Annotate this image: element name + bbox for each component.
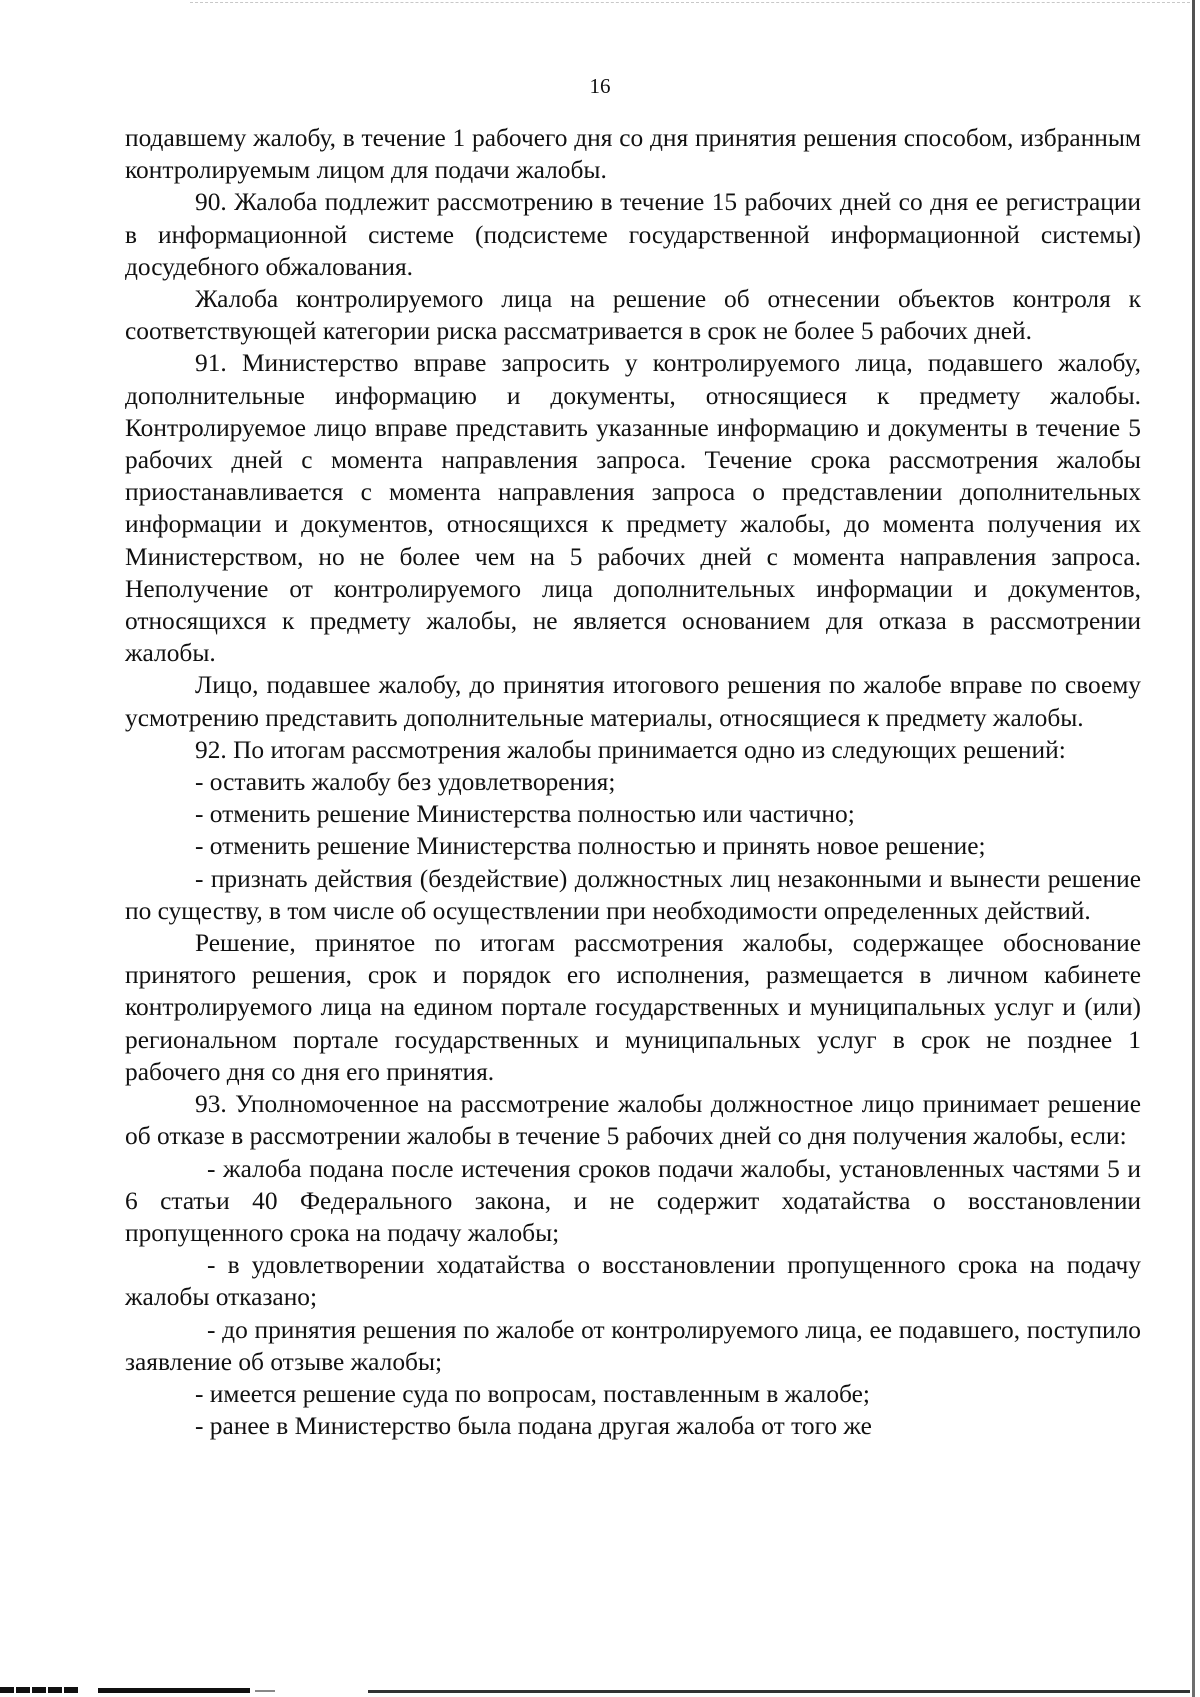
page-number: 16 — [589, 74, 611, 98]
paragraph: 90. Жалоба подлежит рассмотрению в течение 15 рабочих дней со дня ее регистрации в информационной системе (подсистеме государственной информационной системы) досудебного обжалования. — [125, 188, 1141, 281]
paragraph: Решение, принятое по итогам рассмотрения жалобы, содержащее обоснование принятого решения, срок и порядок его исполнения, размещается в личном кабинете контролируемого лица на едином портале государственных и муниципальных услуг и (или) региональном портале государственных и муниципальных услуг в срок не позднее 1 рабочего дня со дня его принятия. — [125, 929, 1141, 1086]
paragraph: подавшему жалобу, в течение 1 рабочего дня со дня принятия решения способом, избранным контролируемым лицом для подачи жалобы. — [125, 124, 1141, 185]
list-item: - признать действия (бездействие) должностных лиц незаконными и вынести решение по существу, в том числе об осуществлении при необходимости определенных действий. — [125, 864, 1141, 925]
scan-edge-bottom — [368, 1690, 1190, 1693]
paragraph: Лицо, подавшее жалобу, до принятия итогового решения по жалобе вправе по своему усмотрению представить дополнительные материалы, относящиеся к предмету жалобы. — [125, 671, 1141, 732]
document-body — [125, 122, 1141, 1442]
list-item: - отменить решение Министерства полностью и принять новое решение; — [195, 832, 986, 861]
scan-mark — [0, 1687, 78, 1693]
scan-mark — [255, 1690, 275, 1692]
list-item: - имеется решение суда по вопросам, поставленным в жалобе; — [195, 1379, 870, 1408]
paragraph: 92. По итогам рассмотрения жалобы принимается одно из следующих решений: — [195, 735, 1066, 764]
scan-mark — [98, 1688, 250, 1693]
list-item: - до принятия решения по жалобе от контролируемого лица, ее подавшего, поступило заявление об отзыве жалобы; — [125, 1315, 1141, 1376]
paragraph: 93. Уполномоченное на рассмотрение жалобы должностное лицо принимает решение об отказе в рассмотрении жалобы в течение 5 рабочих дней со дня получения жалобы, если: — [125, 1090, 1141, 1151]
list-item: - ранее в Министерство была подана другая жалоба от того же — [195, 1412, 872, 1441]
paragraph: Жалоба контролируемого лица на решение об отнесении объектов контроля к соответствующей категории риска рассматривается в срок не более 5 рабочих дней. — [125, 285, 1141, 346]
list-item: - оставить жалобу без удовлетворения; — [195, 768, 616, 797]
list-item: - в удовлетворении ходатайства о восстановлении пропущенного срока на подачу жалобы отказано; — [125, 1251, 1141, 1312]
paragraph: 91. Министерство вправе запросить у контролируемого лица, подавшего жалобу, дополнительные информацию и документы, относящиеся к предмету жалобы. Контролируемое лицо вправе представить указанные информацию и документы в течение 5 рабочих дней с момента направления запроса. Течение срока рассмотрения жалобы приостанавливается с момента направления запроса о представлении дополнительных информации и документов, относящихся к предмету жалобы, до момента получения их Министерством, но не более чем на 5 рабочих дней с момента направления запроса. Неполучение от контролируемого лица дополнительных информации и документов, относящихся к предмету жалобы, не является основанием для отказа в рассмотрении жалобы. — [125, 349, 1141, 668]
list-item: - жалоба подана после истечения сроков подачи жалобы, установленных частями 5 и 6 статьи 40 Федерального закона, и не содержит ходатайства о восстановлении пропущенного срока на подачу жалобы; — [125, 1154, 1141, 1247]
list-item: - отменить решение Министерства полностью или частично; — [195, 800, 855, 829]
scan-edge-top — [190, 2, 1190, 3]
scan-edge-right — [1192, 0, 1195, 1697]
